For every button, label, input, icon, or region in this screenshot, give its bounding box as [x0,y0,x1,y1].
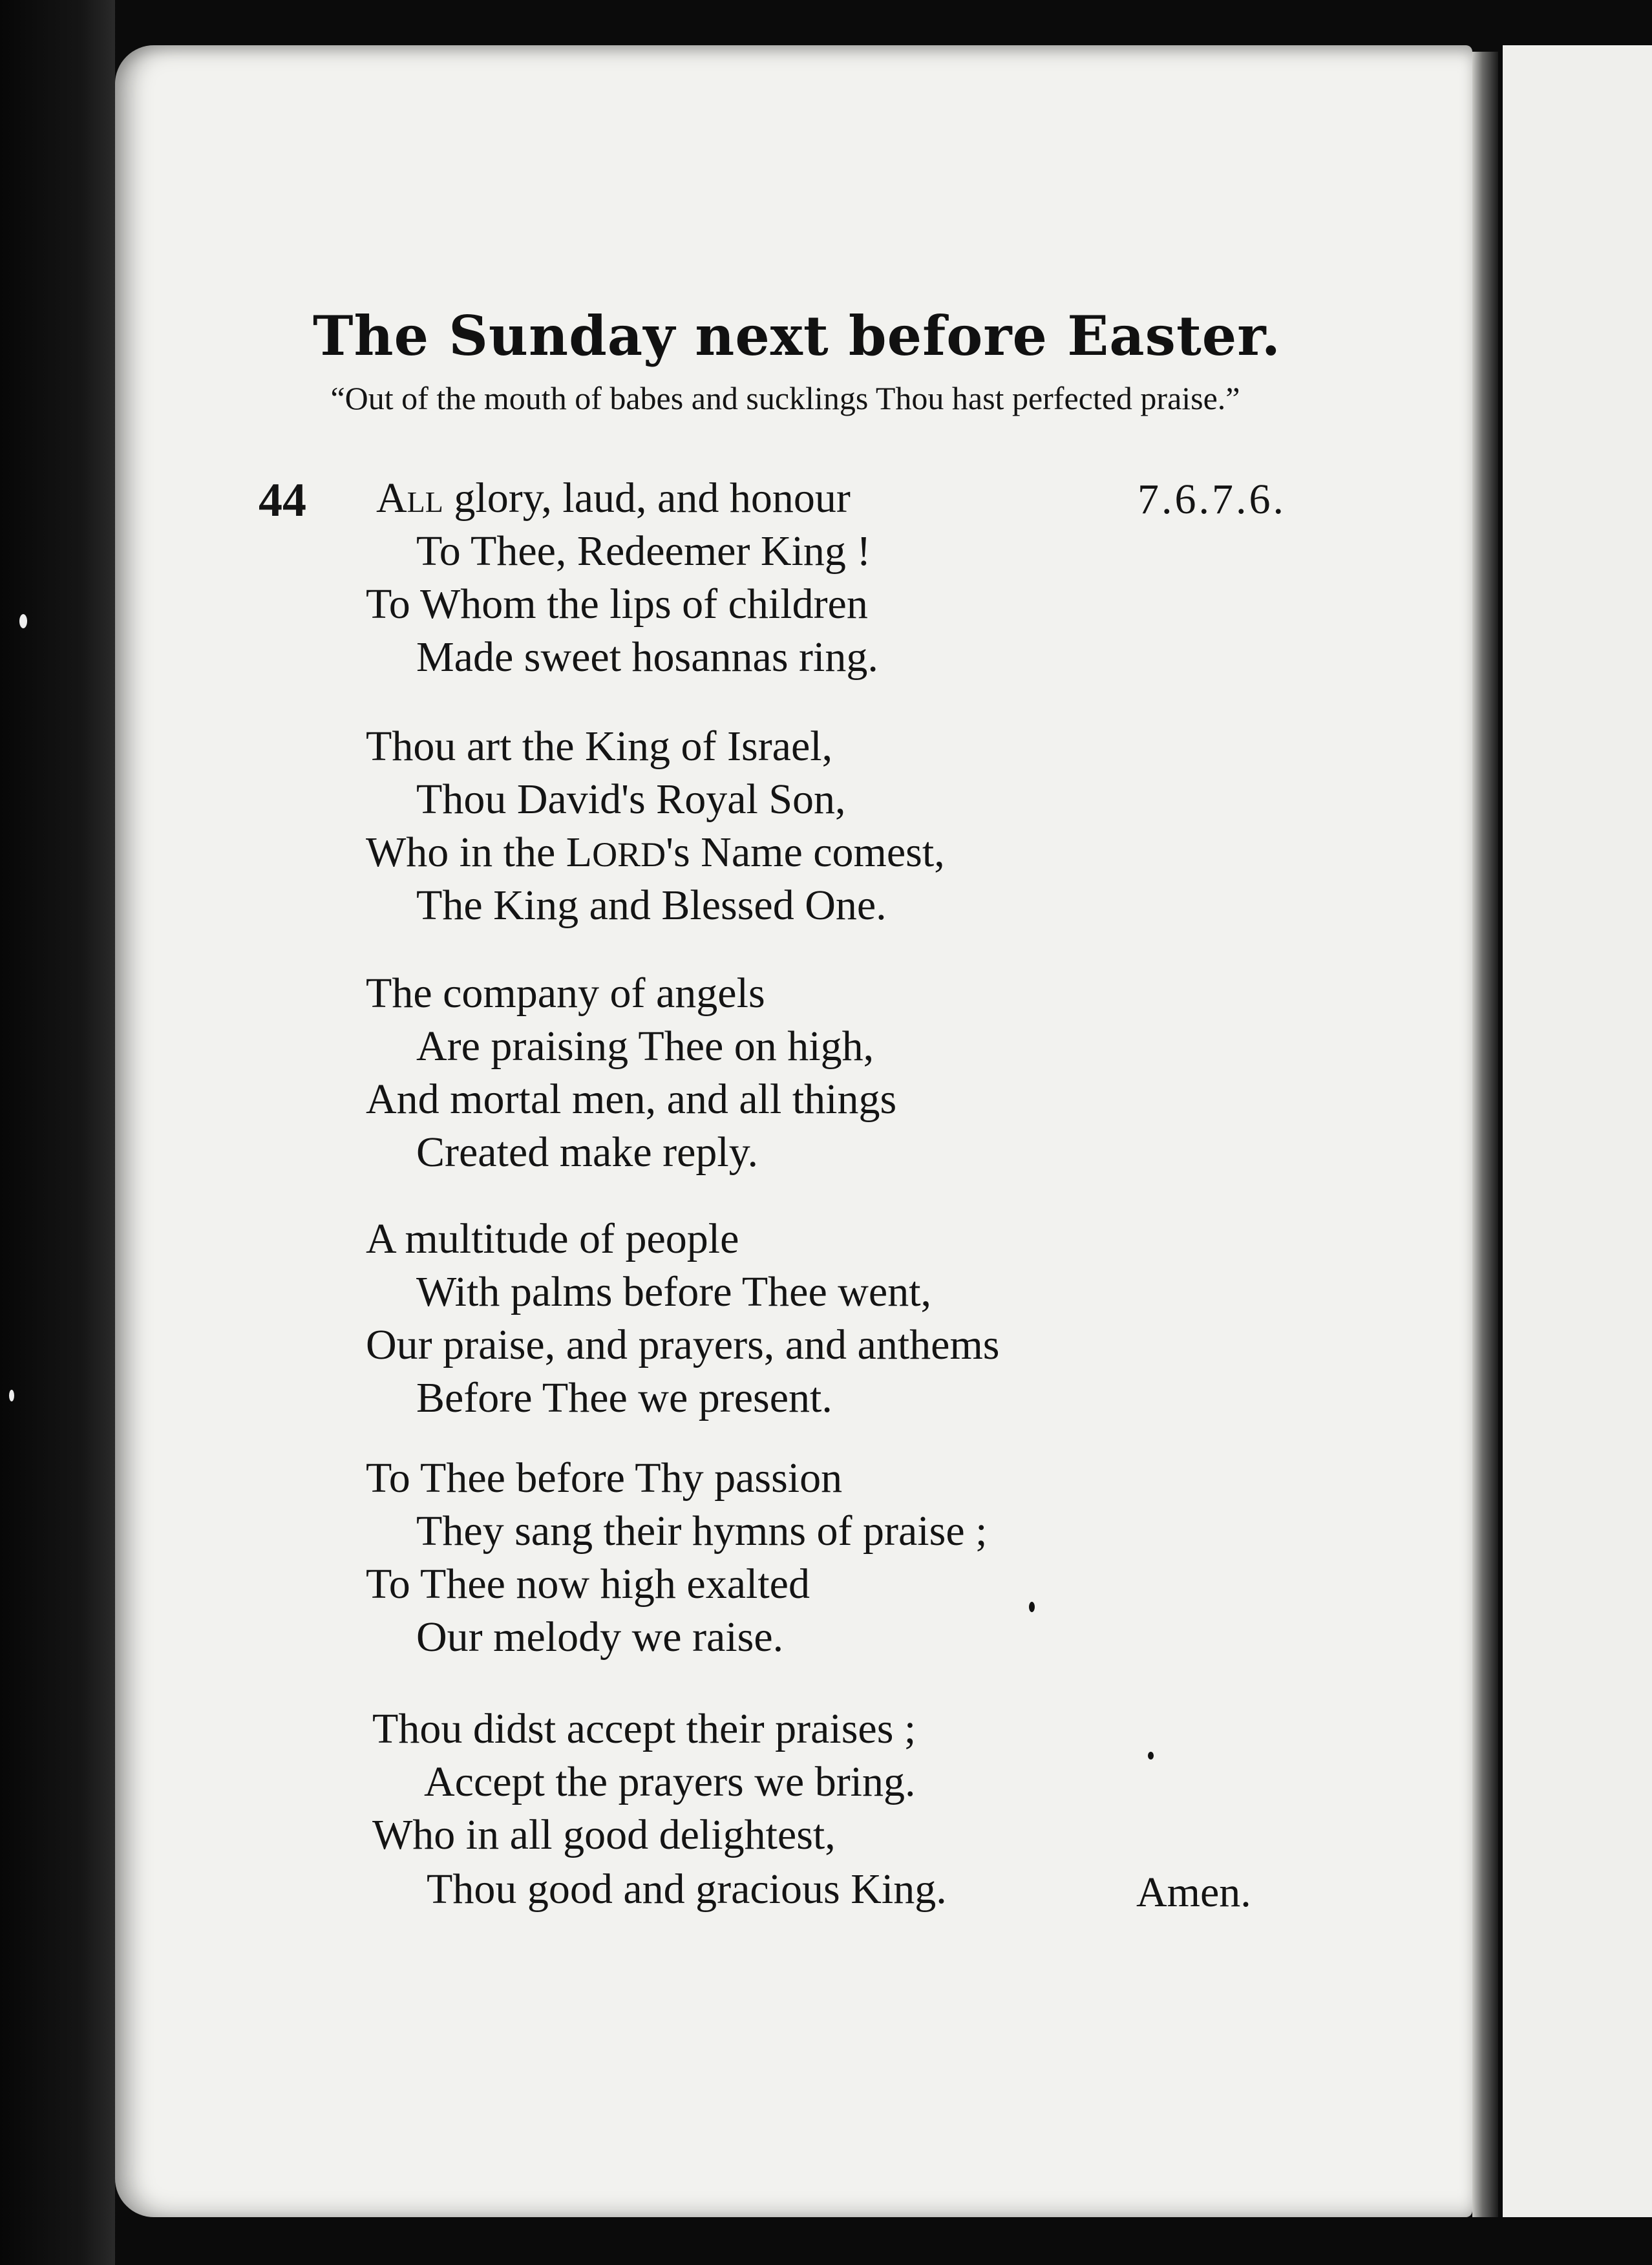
first-word-small-caps: All [376,474,443,522]
verse-line: Thou art the King of Israel, [366,723,833,770]
hymn-number: 44 [259,474,306,527]
verse-line: With palms before Thee went, [416,1268,932,1315]
verse-line: To Whom the lips of children [366,580,868,628]
verse-line: And mortal men, and all things [366,1076,897,1123]
epigraph-quote: “Out of the mouth of babes and sucklings Thou hast perfected praise.” [330,380,1240,416]
verse-line: Thou good and gracious King. [427,1866,947,1913]
verse-line: Before Thee we present. [416,1374,832,1421]
verse-line: Our praise, and prayers, and anthems [366,1321,1000,1368]
verse-line: Who in all good delightest, [372,1811,836,1858]
verse-line: To Thee before Thy passion [366,1454,843,1502]
verse-line: Thou didst accept their praises ; [372,1705,916,1752]
verse-line: Thou David's Royal Son, [416,776,846,823]
verse-line: Accept the prayers we bring. [424,1758,916,1805]
verse-line: Are praising Thee on high, [416,1023,874,1070]
verse-line: They sang their hymns of praise ; [416,1507,988,1555]
hymn-meter: 7.6.7.6. [1138,476,1286,523]
first-line-text: glory, laud, and honour [443,474,851,522]
verse-line: To Thee now high exalted [366,1560,810,1608]
verse-line: To Thee, Redeemer King ! [416,527,871,575]
line-part: Who in the L [366,829,593,876]
verse-line: The King and Blessed One. [416,882,887,929]
amen: Amen. [1136,1869,1251,1916]
page-title: The Sunday next before Easter. [313,304,1281,368]
verse-line: Made sweet hosannas ring. [416,633,878,681]
lord-small-caps: ORD [592,835,666,874]
line-part: 's Name comest, [666,829,945,876]
verse-line: Our melody we raise. [416,1613,784,1661]
verse-line [366,831,945,874]
verse-line: A multitude of people [366,1215,739,1262]
verse-line [376,474,851,522]
verse-line: Created make reply. [416,1129,758,1176]
verse-line: The company of angels [366,970,765,1017]
